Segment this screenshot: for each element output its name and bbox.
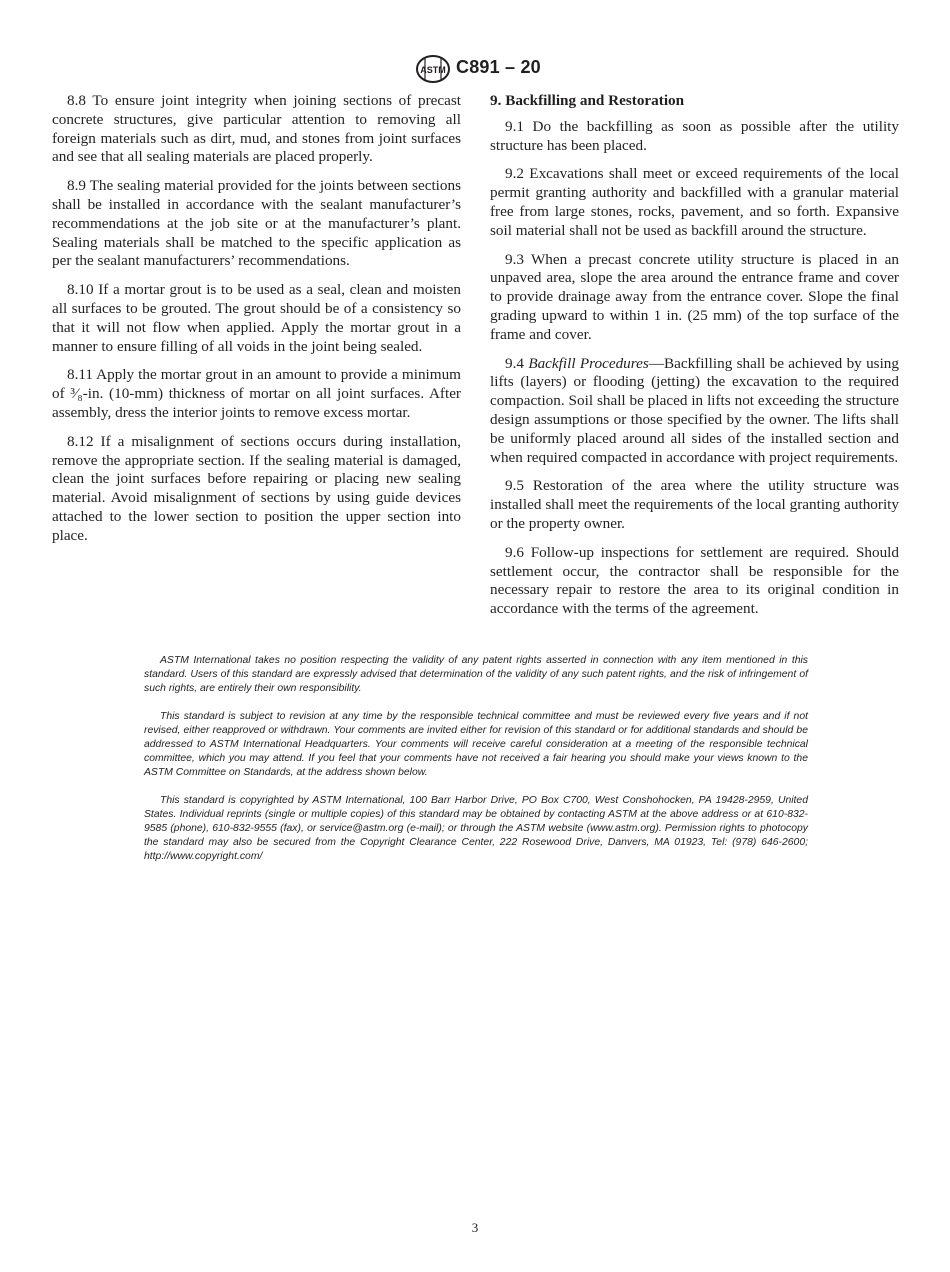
paragraph-8-8: 8.8 To ensure joint integrity when joining sections of precast concrete structures, give particular attention to removing all foreign materials such as dirt, mud, and stones from joint surfaces and see that all sealing materials are placed properly. — [52, 92, 461, 166]
paragraph-9-4-title: Backfill Procedures — [528, 354, 649, 372]
left-column — [52, 92, 461, 556]
paragraph-8-9: 8.9 The sealing material provided for the joints between sections shall be installed in accordance with the sealant manufacturer’s recommendations at the job site or at the manufacturer’s plant. Sealing materials shall be matched to the specific application as per the sealant manufacturers’ recommendations. — [52, 177, 461, 270]
paragraph-9-6: 9.6 Follow-up inspections for settlement are required. Should settlement occur, the contractor shall be responsible for the necessary repair to restore the area to its original condition in accordance with the terms of the agreement. — [490, 543, 899, 618]
page-header — [0, 54, 950, 84]
paragraph-9-4-body: —Backfilling shall be achieved by using lifts (layers) or flooding (jetting) the excavation to the required compaction. Soil shall be placed in lifts not exceeding the structure design assumptions or those specified by the owner. The lifts shall be uniformly placed around all sides of the installed section and when required compacted in accordance with project requirements. — [490, 354, 899, 466]
paragraph-8-10: 8.10 If a mortar grout is to be used as a seal, clean and moisten all surfaces to be grouted. The grout should be of a consistency so that it will not flow when applied. Apply the mortar grout in a manner to ensure filling of all voids in the joint being sealed. — [52, 281, 461, 355]
section-heading-backfilling: 9. Backfilling and Restoration — [490, 92, 685, 109]
copyright-notice: This standard is copyrighted by ASTM International, 100 Barr Harbor Drive, PO Box C700, West Conshohocken, PA 19428-2959, United States. Individual reprints (single or multiple copies) of this standard may be obtained by contacting ASTM at the above address or at 610-832-9585 (phone), 610-832-9555 (fax), or service@astm.org (e-mail); or through the ASTM website (www.astm.org). Permission rights to photocopy the standard may also be secured from the Copyright Clearance Center, 222 Rosewood Drive, Danvers, MA 01923, Tel: (978) 646-2600; http://www.copyright.com/ — [144, 795, 808, 862]
paragraph-9-5: 9.5 Restoration of the area where the utility structure was installed shall meet the requirements of the local granting authority or the property owner. — [490, 477, 899, 532]
paragraph-9-4-number: 9.4 — [505, 354, 524, 372]
patent-notice: ASTM International takes no position respecting the validity of any patent rights asserted in connection with any item mentioned in this standard. Users of this standard are expressly advised that determination of the validity of any such patent rights, and the risk of infringement of such rights, are entirely their own responsibility. — [144, 655, 808, 694]
paragraph-9-4 — [490, 355, 899, 468]
revision-notice: This standard is subject to revision at any time by the responsible technical committee and must be reviewed every five years and if not revised, either reapproved or withdrawn. Your comments are invited either for revision of this standard or for additional standards and should be addressed to ASTM International Headquarters. Your comments will receive careful consideration at a meeting of the responsible technical committee, which you may attend. If you feel that your comments have not received a fair hearing you should make your views known to the ASTM Committee on Standards, at the address shown below. — [144, 711, 808, 778]
astm-logo-icon — [414, 54, 452, 84]
right-column — [490, 92, 899, 629]
paragraph-9-3: 9.3 When a precast concrete utility structure is placed in an unpaved area, slope the area around the entrance frame and cover to provide drainage away from the entrance cover. Slope the final grading upward to within 1 in. (25 mm) of the top surface of the frame and cover. — [490, 250, 899, 343]
paragraph-9-2: 9.2 Excavations shall meet or exceed requirements of the local permit granting authority and backfilled with a granular material free from large stones, rocks, pavement, and so forth. Expansive soil material shall not be used as backfill around the structure. — [490, 165, 899, 239]
paragraph-8-11: 8.11 Apply the mortar grout in an amount to provide a minimum of ³⁄₈-in. (10-mm) thickness of mortar on all joint surfaces. After assembly, dress the interior joints to remove excess mortar. — [52, 366, 461, 421]
page-number: 3 — [471, 1220, 479, 1235]
paragraph-9-1: 9.1 Do the backfilling as soon as possible after the utility structure has been placed. — [490, 117, 899, 154]
legal-notices — [144, 654, 808, 878]
paragraph-8-12: 8.12 If a misalignment of sections occurs during installation, remove the appropriate section. If the sealing material is damaged, clean the joint surfaces before repairing or placing new sealing material. Avoid misalignment of sections by using guide devices attached to the lower section to position the upper section into place. — [52, 432, 461, 544]
document-id: C891 – 20 — [456, 57, 541, 77]
logo-text: ASTM — [420, 65, 446, 75]
